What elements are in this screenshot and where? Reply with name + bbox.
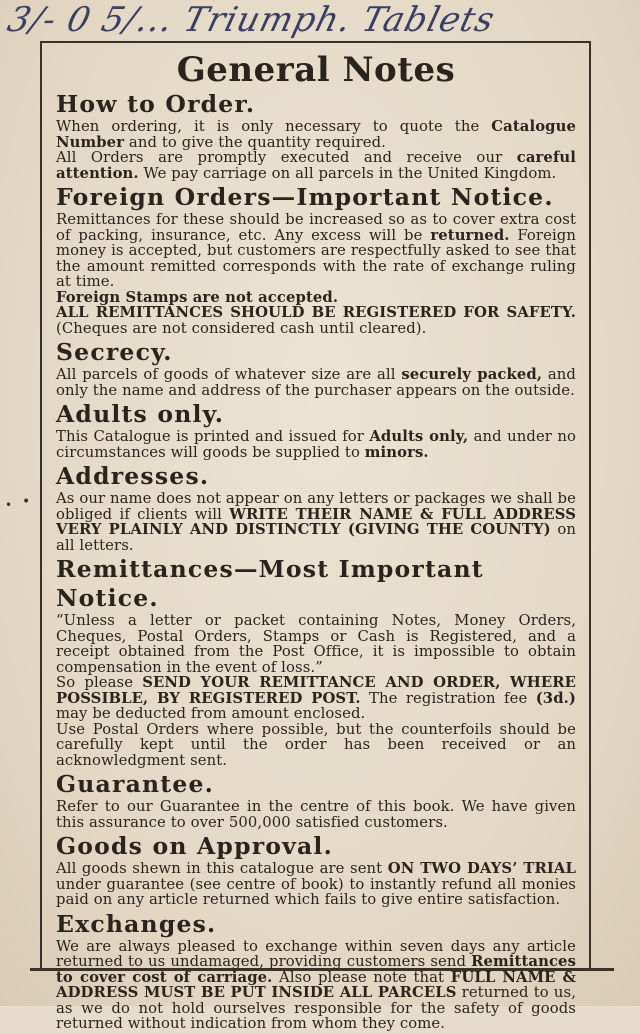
body-text: and under no circumstances will goods be supplied to [56,428,576,461]
notice-section [56,555,576,768]
section-paragraph [56,212,576,290]
notice-section [56,462,576,553]
section-heading: How to Order. [56,90,256,118]
margin-punch-mark: • [22,494,31,510]
section-paragraph [56,675,576,722]
section-paragraph [56,491,576,553]
body-text: All goods shewn in this catalogue are sent [56,860,388,877]
section-heading: Exchanges. [56,909,217,938]
section-paragraph [56,939,576,1032]
section-paragraph [56,861,576,908]
section-paragraph [56,799,576,830]
body-text: We are always pleased to exchange within seven days any article returned to us undamaged, providing customers send [56,937,576,970]
body-text: All parcels of goods of whatever size are all [56,366,402,383]
body-text: (Cheques are not considered cash until cleared). [56,319,427,337]
section-heading: Foreign Orders—Important Notice. [56,183,554,211]
body-text: When ordering, it is only necessary to quote the [56,118,492,135]
body-text: Refer to our Guarantee in the centre of this book. We have given this assurance to over 500,000 satisfied customers. [56,798,576,831]
emphasized-text: WRITE THEIR NAME & FULL ADDRESS VERY PLAINLY AND DISTINCTLY (GIVING THE COUNTY) [56,505,576,538]
emphasized-text: careful attention. [56,149,576,182]
document-body [56,48,576,1034]
handwritten-annotation: 3/- 0 5/... Triumph. Tablets [3,0,500,40]
body-text: Use Postal Orders where possible, but the counterfoils should be carefully kept until the order has been received or an acknowledgment sent. [56,720,576,769]
section-paragraph [56,290,576,306]
emphasized-text: ON TWO DAYS’ TRIAL [387,860,576,877]
notice-section [56,90,576,181]
emphasized-text: Catalogue Number [56,118,576,151]
emphasized-text: SEND YOUR REMITTANCE AND ORDER, WHERE POSSIBLE, BY REGISTERED POST. [56,674,576,707]
emphasized-text: ALL REMITTANCES SHOULD BE REGISTERED FOR SAFETY. [56,304,576,321]
section-heading: Remittances—Most Important Notice. [56,555,484,612]
notice-section [56,910,576,1032]
emphasized-text: minors. [364,443,429,461]
emphasized-text: (3d.) [535,689,576,707]
notice-section [56,832,576,908]
section-paragraph [56,367,576,398]
body-text: “Unless a letter or packet containing Notes, Money Orders, Cheques, Postal Orders, Stamps or Cash is Registered, and a receipt obtained from the Post Office, it is impossible to obtain compensation in the event of loss.” [56,612,576,676]
body-text: Foreign money is accepted, but customers are respectfully asked to see that the amount remitted corresponds with the rate of exchange ruling at time. [56,226,576,290]
sections-container [56,90,576,1032]
emphasized-text: Remittances to cover cost of carriage. [56,953,576,986]
emphasized-text: FULL NAME & ADDRESS MUST BE PUT INSIDE ALL PARCELS [56,968,576,1001]
emphasized-text: securely packed, [401,366,543,383]
body-text: All Orders are promptly executed and receive our [56,149,517,166]
section-heading: Secrecy. [56,338,173,366]
page-title: General Notes [176,50,456,90]
body-text: So please [56,674,143,691]
section-heading: Addresses. [56,462,210,490]
body-text: We pay carriage on all parcels in the United Kingdom. [138,164,557,182]
body-text: and to give the quantity required. [124,133,386,151]
emphasized-text: returned. [430,226,510,244]
section-paragraph [56,613,576,675]
notice-section [56,183,576,336]
body-text: under guarantee (see centre of book) to instantly refund all monies paid on any article returned which fails to give entire satisfaction. [56,875,576,908]
body-text: on all letters. [56,521,576,554]
body-text: returned to us, as we do not hold ourselves responsible for the safety of goods returned without indication from whom they come. [56,984,576,1032]
notice-section [56,770,576,830]
body-text: Remittances for these should be increased so as to cover extra cost of packing, insurance, etc. Any excess will be [56,211,576,244]
body-text: The registration fee [360,689,536,707]
notice-section [56,400,576,460]
body-text: and only the name and address of the purchaser appears on the outside. [56,366,576,399]
emphasized-text: Adults only, [369,428,469,445]
section-paragraph [56,305,576,336]
body-text: This Catalogue is printed and issued for [56,428,370,445]
body-text: Also please note that [272,968,451,986]
section-heading: Adults only. [56,400,225,428]
section-heading: Goods on Approval. [56,832,333,860]
section-heading: Guarantee. [56,770,215,798]
section-paragraph [56,119,576,150]
section-paragraph [56,150,576,181]
section-paragraph [56,429,576,460]
body-text: As our name does not appear on any letters or packages we shall be obliged if clients will [56,490,576,523]
section-paragraph [56,722,576,769]
notice-section [56,338,576,398]
body-text: may be deducted from amount enclosed. [56,705,366,722]
emphasized-text: Foreign Stamps are not accepted. [56,288,339,306]
margin-punch-mark: • [5,498,13,512]
